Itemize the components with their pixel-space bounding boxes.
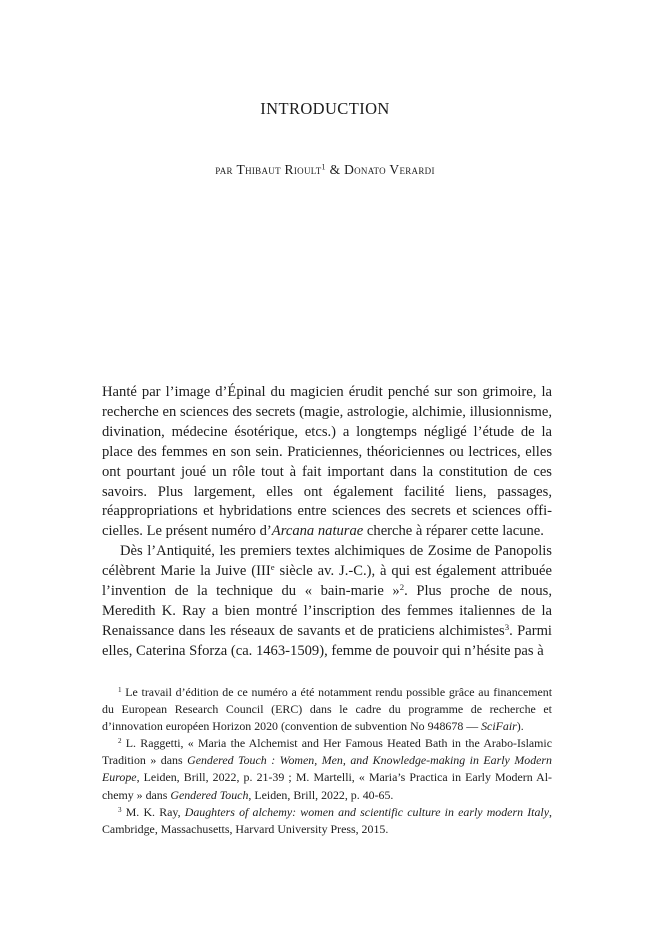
footnote-2 [102, 735, 552, 803]
paragraph-1 [102, 383, 552, 542]
book-title-short: Gendered Touch [170, 787, 249, 802]
footnote-number: 1 [118, 686, 122, 695]
author-2: Donato Verardi [344, 162, 435, 177]
paragraph-2 [102, 542, 552, 661]
project-name: SciFair [481, 719, 517, 734]
footnote-number: 2 [118, 737, 122, 746]
paragraph-2-text-2: siècle av. J.-C.), à qui est également attribuée l’invention de la technique du « bain-marie » [102, 563, 552, 600]
paragraph-1-text-end: cherche à réparer cette lacune. [363, 523, 544, 540]
footnote-ref-1[interactable]: 1 [321, 162, 326, 172]
author-1: Thibaut Rioult [236, 162, 322, 177]
footnote-1-text: Le travail d’édition de ce numéro a été notamment rendu possible grâce au financement du European Research Council (ERC) dans le cadre du programme de recherche et d’innovation européen Horizon 2020 (convention de subvention No 948678 — [102, 685, 552, 734]
footnotes [102, 684, 552, 838]
book-title: Gendered Touch : Women, Men, and Knowledge-making in Early Modern Europe [102, 753, 552, 785]
byline-prefix: par [215, 162, 233, 177]
footnote-2-text: L. Raggetti, « Maria the Alchemist and Her Famous Heated Bath in the Arabo-Islamic Tradition » dans [102, 736, 552, 768]
footnote-1 [102, 684, 552, 735]
footnote-1-end: ). [516, 719, 524, 734]
paragraph-2-text: Dès l’Antiquité, les premiers textes alchimiques de Zosime de Panopolis célèbrent Marie la Juive (III [102, 543, 552, 580]
author-byline [0, 162, 650, 178]
footnote-number: 3 [118, 805, 122, 814]
chapter-title: INTRODUCTION [260, 99, 390, 118]
journal-title: Arcana naturae [271, 523, 364, 540]
century-superscript: e [270, 562, 275, 573]
footnote-2-text-2: , Leiden, Brill, 2022, p. 21-39 ; M. Martelli, « Maria’s Practica in Early Modern Alchemy » dans [102, 770, 552, 802]
footnote-ref-2[interactable]: 2 [399, 582, 405, 593]
footnote-2-text-3: , Leiden, Brill, 2022, p. 40-65. [248, 787, 394, 802]
paragraph-1-text: Hanté par l’image d’Épinal du magicien érudit penché sur son grimoire, la recherche en sciences des secrets (magie, astrologie, alchimie, illusionnisme, divination, médecine ésotérique, etcs.) a longtemps négligé l’étude de la place des femmes en son sein. Praticiennes, théoriciennes ou lectrices, elles ont pourtant joué un rôle tout à fait important dans la constitution de ces savoirs. Plus largement, elles ont également facilité liens, passages, réappropriations et hybridations entre sciences des secrets et sciences officielles. Le présent numéro d’ [102, 384, 552, 540]
author-separator: & [329, 162, 341, 177]
footnote-3 [102, 804, 552, 838]
footnote-ref-3[interactable]: 3 [504, 622, 510, 633]
footnote-3-text-2: , Cambridge, Massachusetts, Harvard University Press, 2015. [102, 804, 552, 836]
book-title: Daughters of alchemy: women and scientific culture in early modern Italy [184, 804, 550, 819]
body-text [102, 383, 552, 662]
paragraph-2-text-4: . Parmi elles, Caterina Sforza (ca. 1463-1509), femme de pouvoir qui n’hésite pas à [102, 622, 552, 659]
paragraph-2-text-3: . Plus proche de nous, Meredith K. Ray a bien montré l’inscription des femmes italiennes de la Renaissance dans les réseaux de savants et de praticiens alchimistes [102, 583, 552, 639]
footnote-3-text: M. K. Ray, [121, 804, 185, 819]
